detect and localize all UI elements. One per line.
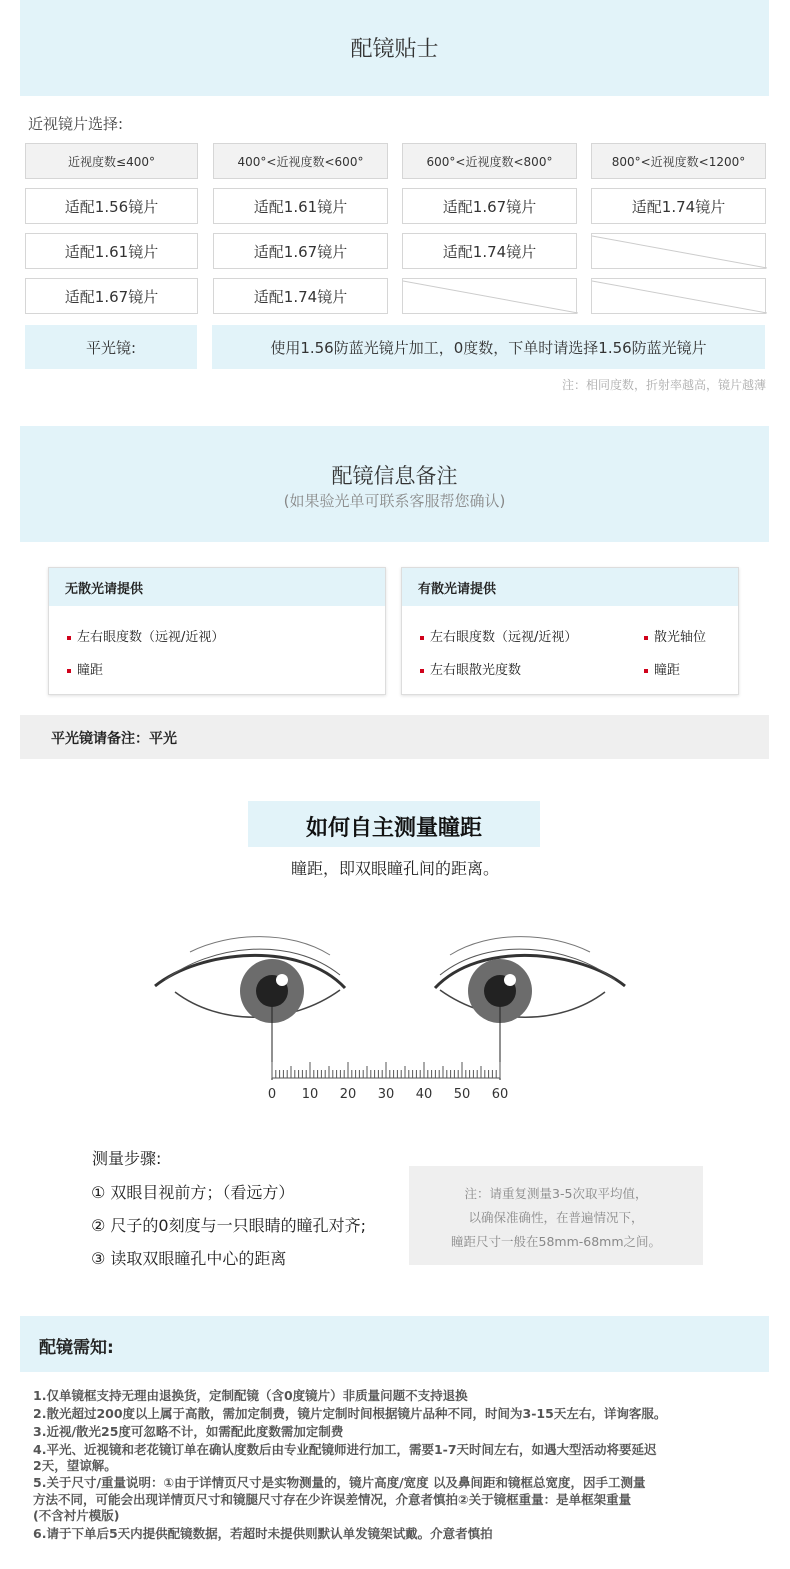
step-item: ① 双眼目视前方；（看远方） (91, 1183, 295, 1202)
tips-title: 配镜贴士 (350, 37, 439, 62)
ruler-label: 10 (301, 1087, 319, 1102)
notice-line: (不含衬片模版) (33, 1508, 120, 1523)
astigmatism-card (401, 567, 739, 695)
ruler-label: 30 (377, 1087, 395, 1102)
notice-banner (20, 1316, 769, 1372)
eyes-ruler-illustration (0, 930, 790, 1110)
bullet-item: 左右眼度数（远视/近视） (420, 626, 577, 645)
lens-table-cell: 适配1.74镜片 (402, 233, 577, 269)
plano-label: 平光镜: (25, 325, 197, 369)
plano-note-text: 平光镜请备注：平光 (51, 731, 177, 747)
bullet-item: 瞳距 (67, 659, 103, 678)
notice-line: 2天，望谅解。 (33, 1458, 117, 1473)
lens-table-cell: 适配1.67镜片 (213, 233, 388, 269)
notice-title: 配镜需知: (39, 1338, 114, 1358)
ruler-ticks (272, 1062, 500, 1078)
lens-table-cell: 适配1.67镜片 (402, 188, 577, 224)
no-astigmatism-title: 无散光请提供 (49, 568, 385, 606)
bullet-item: 瞳距 (644, 659, 680, 678)
ruler-label: 0 (267, 1087, 277, 1102)
pd-title: 如何自主测量瞳距 (305, 816, 482, 841)
notice-line: 3.近视/散光25度可忽略不计，如需配此度数需加定制费 (33, 1424, 344, 1439)
pd-note-box (409, 1166, 703, 1265)
astigmatism-title: 有散光请提供 (402, 568, 738, 606)
pd-note-line: 以确保准确性，在普遍情况下， (468, 1210, 644, 1225)
pd-title-box (248, 801, 540, 847)
lens-table-cell: 适配1.74镜片 (213, 278, 388, 314)
no-astigmatism-card (48, 567, 386, 695)
notice-line: 4.平光、近视镜和老花镜订单在确认度数后由专业配镜师进行加工，需要1-7天时间左右，如遇大型活动将要延迟 (33, 1442, 657, 1457)
step-item: ③ 读取双眼瞳孔中心的距离 (91, 1249, 287, 1268)
ruler-labels (268, 1087, 508, 1102)
tips-banner (20, 0, 769, 96)
info-banner (20, 426, 769, 542)
left-eye-icon (155, 937, 345, 1023)
plano-text: 使用1.56防蓝光镜片加工，0度数，下单时请选择1.56防蓝光镜片 (212, 325, 765, 369)
lens-table-cell: 适配1.74镜片 (591, 188, 766, 224)
empty-cell (591, 278, 766, 314)
bullet-item: 散光轴位 (644, 626, 706, 645)
lens-table-cell: 适配1.61镜片 (25, 233, 198, 269)
lens-table-cell: 适配1.61镜片 (213, 188, 388, 224)
notice-line: 2.散光超过200度以上属于高散，需加定制费，镜片定制时间根据镜片品种不同，时间为3-15天左右，详询客服。 (33, 1406, 667, 1421)
notice-line: 1.仅单镜框支持无理由退换货，定制配镜（含0度镜片）非质量问题不支持退换 (33, 1388, 468, 1403)
empty-cell (402, 278, 577, 314)
lens-note: 注：相同度数，折射率越高，镜片越薄 (561, 378, 766, 392)
lens-table-header: 近视度数≤400° (25, 143, 198, 179)
ruler-label: 50 (453, 1087, 471, 1102)
empty-cell (591, 233, 766, 269)
lens-table-header: 400°<近视度数<600° (213, 143, 388, 179)
notice-line: 6.请于下单后5天内提供配镜数据，若超时未提供则默认单发镜架试戴。介意者慎拍 (33, 1526, 493, 1541)
steps-title: 测量步骤: (92, 1149, 162, 1168)
right-eye-icon (435, 937, 625, 1023)
ruler-label: 40 (415, 1087, 433, 1102)
step-item: ② 尺子的0刻度与一只眼睛的瞳孔对齐; (91, 1216, 367, 1235)
bullet-item: 左右眼散光度数 (420, 659, 521, 678)
info-subtitle: (如果验光单可联系客服帮您确认) (283, 492, 506, 510)
pd-note-line: 注：请重复测量3-5次取平均值， (464, 1186, 648, 1201)
notice-line: 方法不同，可能会出现详情页尺寸和镜腿尺寸存在少许误差情况，介意者慎拍②关于镜框重量：是单框架重量 (33, 1492, 632, 1507)
lens-table-cell: 适配1.56镜片 (25, 188, 198, 224)
lens-choice-label: 近视镜片选择: (28, 115, 124, 133)
pd-note-line: 瞳距尺寸一般在58mm-68mm之间。 (450, 1234, 662, 1249)
lens-table-header: 800°<近视度数<1200° (591, 143, 766, 179)
lens-table-cell: 适配1.67镜片 (25, 278, 198, 314)
bullet-item: 左右眼度数（远视/近视） (67, 626, 224, 645)
ruler-label: 20 (339, 1087, 357, 1102)
plano-note-bar (20, 715, 769, 759)
pd-subtitle: 瞳距，即双眼瞳孔间的距离。 (290, 859, 499, 878)
notice-line: 5.关于尺寸/重量说明：①由于详情页尺寸是实物测量的，镜片高度/宽度 以及鼻间距和镜框总宽度，因手工测量 (33, 1475, 646, 1490)
lens-table-header: 600°<近视度数<800° (402, 143, 577, 179)
info-title: 配镜信息备注 (331, 464, 458, 488)
ruler-label: 60 (491, 1087, 509, 1102)
